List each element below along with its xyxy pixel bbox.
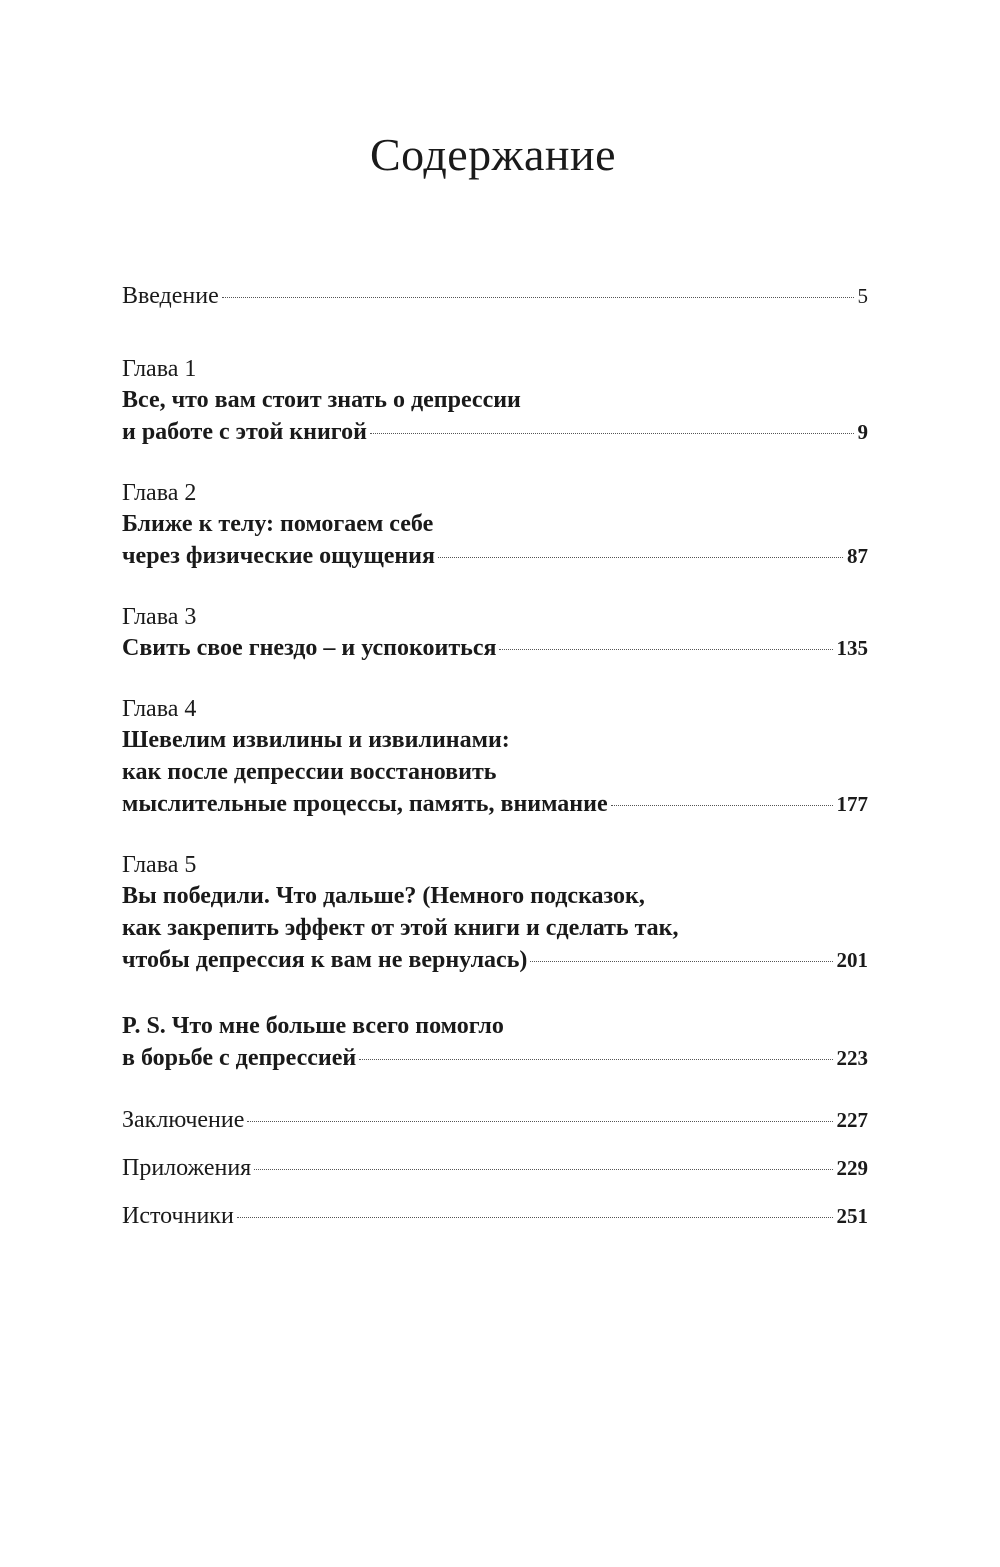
dot-leader — [254, 1169, 832, 1170]
entry-title: Заключение — [122, 1107, 245, 1133]
dot-leader — [611, 805, 833, 806]
page-number: 229 — [836, 1156, 868, 1180]
page-title: Содержание — [369, 129, 617, 180]
page-number: 9 — [857, 420, 868, 444]
toc-entry-intro[interactable] — [122, 280, 868, 312]
page-number: 223 — [836, 1046, 868, 1070]
dot-leader — [359, 1059, 832, 1060]
dot-leader — [499, 649, 832, 650]
entry-title: Источники — [122, 1203, 234, 1229]
dot-leader — [438, 557, 843, 558]
toc-entry-ps[interactable] — [122, 1010, 868, 1074]
page-number: 201 — [836, 948, 868, 972]
page-number: 177 — [836, 792, 868, 816]
chapter-title-line: чтобы депрессия к вам не вернулась) — [122, 947, 528, 973]
chapter-title-line: как закрепить эффект от этой книги и сделать так, — [122, 915, 679, 941]
chapter-label: Глава 2 — [122, 480, 197, 506]
dot-leader — [222, 297, 854, 298]
chapter-title-line: Все, что вам стоит знать о депрессии — [122, 387, 521, 413]
toc-entry-sources[interactable] — [122, 1200, 868, 1232]
dot-leader — [247, 1121, 832, 1122]
table-of-contents — [122, 280, 868, 1232]
dot-leader — [237, 1217, 833, 1218]
chapter-label: Глава 4 — [122, 696, 197, 722]
chapter-label: Глава 3 — [122, 604, 197, 630]
chapter-title-line: Шевелим извилины и извилинами: — [122, 727, 510, 753]
chapter-title-line: через физические ощущения — [122, 543, 435, 569]
chapter-label: Глава 5 — [122, 852, 197, 878]
entry-title: Введение — [122, 283, 219, 309]
page-number: 87 — [847, 544, 868, 568]
dot-leader — [370, 433, 854, 434]
ps-title-line: в борьбе с депрессией — [122, 1045, 357, 1071]
chapter-label: Глава 1 — [122, 356, 197, 382]
toc-entry-appendix[interactable] — [122, 1152, 868, 1184]
toc-entry-conclusion[interactable] — [122, 1104, 868, 1136]
dot-leader — [530, 961, 832, 962]
toc-entry-chapter-4[interactable] — [122, 694, 868, 820]
page-number: 227 — [836, 1108, 868, 1132]
chapter-title-line: и работе с этой книгой — [122, 419, 367, 445]
entry-title: Приложения — [122, 1155, 252, 1181]
chapter-title-line: мыслительные процессы, память, внимание — [122, 791, 608, 817]
toc-entry-chapter-3[interactable] — [122, 602, 868, 664]
toc-entry-chapter-1[interactable] — [122, 354, 868, 448]
page-number: 251 — [836, 1204, 868, 1228]
page-number: 135 — [836, 636, 868, 660]
chapter-title-line: как после депрессии восстановить — [122, 759, 497, 785]
chapter-title-line: Ближе к телу: помогаем себе — [122, 511, 434, 537]
toc-entry-chapter-5[interactable] — [122, 850, 868, 976]
page-number: 5 — [857, 284, 868, 308]
chapter-title-line: Вы победили. Что дальше? (Немного подсказок, — [122, 883, 645, 909]
toc-entry-chapter-2[interactable] — [122, 478, 868, 572]
chapter-title-line: Свить свое гнездо – и успокоиться — [122, 635, 497, 661]
ps-title-line: P. S. Что мне больше всего помогло — [122, 1013, 504, 1039]
